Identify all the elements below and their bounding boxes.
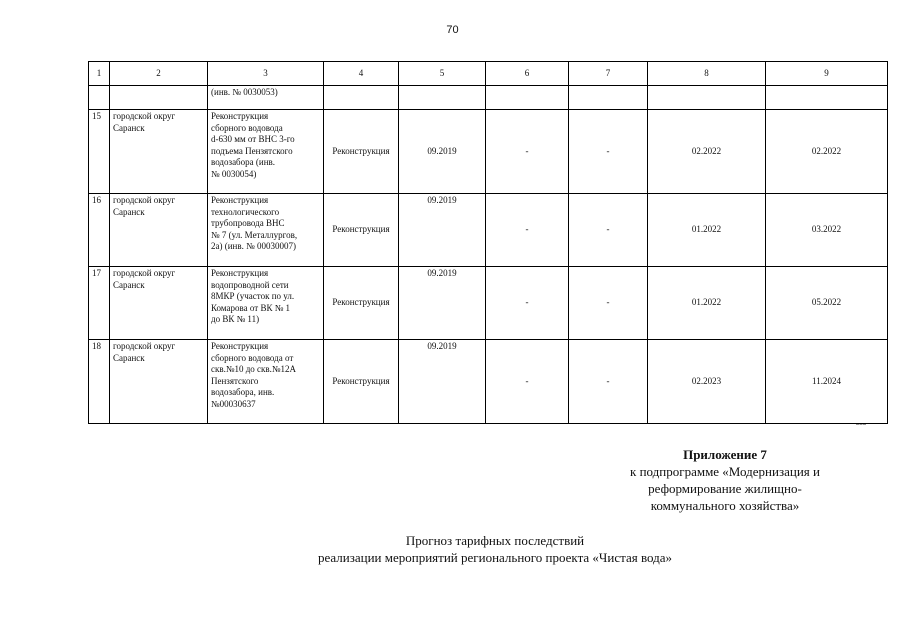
- table-cell: [324, 86, 399, 110]
- municipality-line: городской округ: [113, 341, 176, 351]
- project-name-line: сборного водовода от: [211, 352, 294, 363]
- forecast-heading: [200, 532, 790, 566]
- appendix-line: реформирование жилищно-: [648, 481, 802, 496]
- col6-cell: -: [486, 194, 569, 267]
- forecast-line: реализации мероприятий регионального проекта «Чистая вода»: [317, 550, 672, 565]
- project-name-cell: [208, 340, 324, 424]
- projects-table: [88, 61, 888, 424]
- table-row: [89, 194, 888, 267]
- forecast-line: Прогноз тарифных последствий: [405, 533, 585, 548]
- row-number: 17: [89, 267, 110, 340]
- project-name-line: № 7 (ул. Металлургов,: [211, 229, 298, 240]
- project-name-line: Реконструкция: [211, 111, 269, 121]
- col9-cell: 05.2022: [766, 267, 888, 340]
- start-date-cell: 09.2019: [399, 340, 486, 424]
- project-name-line: скв.№10 до скв.№12А: [211, 364, 296, 374]
- municipality-line: Саранск: [113, 206, 145, 217]
- project-name-line: № 0030054): [211, 168, 257, 179]
- project-name-line: 2а) (инв. № 00030007): [211, 241, 296, 251]
- type-cell: Реконструкция: [324, 340, 399, 424]
- header-cell: 4: [324, 62, 399, 86]
- municipality-cell: [110, 194, 208, 267]
- start-date-cell: 09.2019: [399, 267, 486, 340]
- table-cell: [399, 86, 486, 110]
- table-cell: [486, 86, 569, 110]
- project-name-line: водозабора, инв.: [211, 387, 275, 397]
- project-name-line: Комарова от ВК № 1: [211, 302, 291, 313]
- municipality-line: Саранск: [113, 122, 145, 133]
- header-cell: 8: [648, 62, 766, 86]
- col7-cell: -: [569, 340, 648, 424]
- project-name-line: технологического: [211, 206, 280, 217]
- col6-cell: -: [486, 110, 569, 194]
- col9-cell: 11.2024: [766, 340, 888, 424]
- municipality-line: Саранск: [113, 352, 145, 363]
- header-cell: 2: [110, 62, 208, 86]
- table-row: [89, 110, 888, 194]
- col8-cell: 01.2022: [648, 194, 766, 267]
- header-cell: 3: [208, 62, 324, 86]
- table-cell: [569, 86, 648, 110]
- project-name-cell: [208, 267, 324, 340]
- project-name-line: №00030637: [211, 398, 256, 409]
- appendix-block: [600, 446, 850, 514]
- page-number: 70: [446, 24, 459, 36]
- header-cell: 9: [766, 62, 888, 86]
- project-name-line: водозабора (инв.: [211, 157, 276, 167]
- continuation-text: (инв. № 0030053): [208, 86, 324, 110]
- municipality-cell: [110, 340, 208, 424]
- table-cell: [766, 86, 888, 110]
- municipality-cell: [110, 110, 208, 194]
- type-cell: Реконструкция: [324, 194, 399, 267]
- municipality-line: городской округ: [113, 268, 176, 278]
- col6-cell: -: [486, 340, 569, 424]
- project-name-line: 8МКР (участок по ул.: [211, 291, 295, 301]
- table-row: [89, 267, 888, 340]
- project-name-line: до ВК № 11): [211, 314, 260, 324]
- type-cell: Реконструкция: [324, 267, 399, 340]
- continuation-row: [89, 86, 888, 110]
- col7-cell: -: [569, 110, 648, 194]
- project-name-line: сборного водовода: [211, 122, 283, 133]
- project-name-line: Реконструкция: [211, 195, 269, 205]
- table-cell: [648, 86, 766, 110]
- header-cell: 1: [89, 62, 110, 86]
- col8-cell: 01.2022: [648, 267, 766, 340]
- municipality-line: городской округ: [113, 111, 176, 121]
- municipality-cell: [110, 267, 208, 340]
- appendix-title: Приложение 7: [683, 447, 767, 462]
- col7-cell: -: [569, 267, 648, 340]
- col8-cell: 02.2022: [648, 110, 766, 194]
- row-number: 18: [89, 340, 110, 424]
- header-cell: 5: [399, 62, 486, 86]
- col6-cell: -: [486, 267, 569, 340]
- table-cell: [110, 86, 208, 110]
- project-name-line: Пензятского: [211, 375, 259, 386]
- header-cell: 7: [569, 62, 648, 86]
- col8-cell: 02.2023: [648, 340, 766, 424]
- project-name-line: трубопровода ВНС: [211, 218, 285, 228]
- table-header-row: [89, 62, 888, 86]
- start-date-cell: 09.2019: [399, 194, 486, 267]
- project-name-line: водопроводной сети: [211, 279, 289, 290]
- col9-cell: 03.2022: [766, 194, 888, 267]
- header-cell: 6: [486, 62, 569, 86]
- col9-cell: 02.2022: [766, 110, 888, 194]
- start-date-cell: 09.2019: [399, 110, 486, 194]
- project-name-cell: [208, 194, 324, 267]
- project-name-line: d-630 мм от ВНС 3-го: [211, 134, 295, 144]
- type-cell: Реконструкция: [324, 110, 399, 194]
- project-name-cell: [208, 110, 324, 194]
- municipality-line: городской округ: [113, 195, 176, 205]
- appendix-line: к подпрограмме «Модернизация и: [630, 464, 820, 479]
- appendix-line: коммунального хозяйства»: [650, 498, 800, 513]
- project-name-line: Реконструкция: [211, 268, 269, 278]
- row-number: 15: [89, 110, 110, 194]
- col7-cell: -: [569, 194, 648, 267]
- project-name-line: Реконструкция: [211, 341, 269, 351]
- table-cell: [89, 86, 110, 110]
- municipality-line: Саранск: [113, 279, 145, 290]
- table-row: [89, 340, 888, 424]
- table-edge-mark: [856, 424, 866, 425]
- row-number: 16: [89, 194, 110, 267]
- project-name-line: подъема Пензятского: [211, 145, 293, 156]
